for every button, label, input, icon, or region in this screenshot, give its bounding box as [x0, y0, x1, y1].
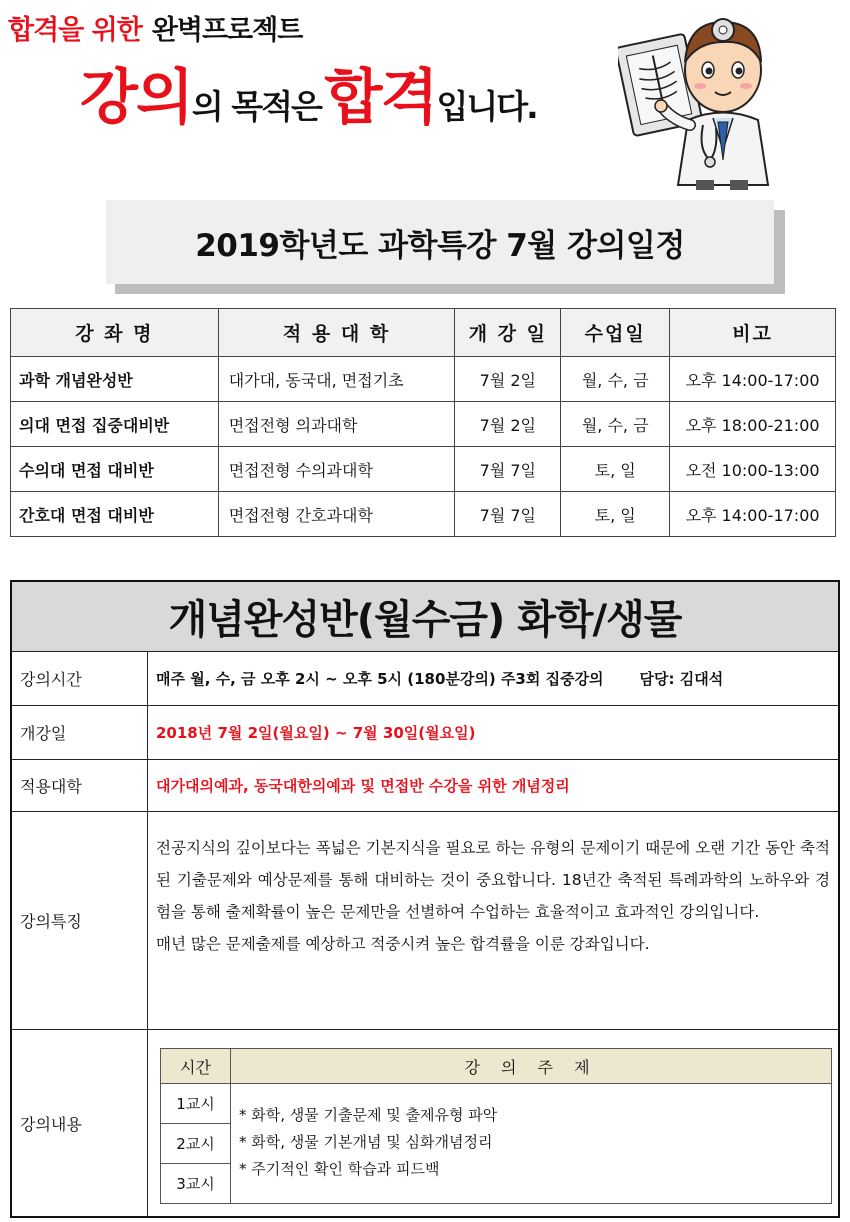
schedule-table	[10, 308, 836, 537]
topic-item: * 화학, 생물 기출문제 및 출제유형 파악	[239, 1106, 498, 1124]
header-course: 강 좌 명	[11, 309, 219, 357]
lecture-time-value-wrap	[156, 652, 832, 705]
course-note: 오후 18:00-21:00	[670, 402, 836, 447]
slogan-word-pass: 합격	[324, 63, 437, 133]
target-university-value: 대가대의예과, 동국대한의예과 및 면접반 수강을 위한 개념정리	[156, 777, 570, 795]
schedule-title-box	[106, 200, 774, 284]
period-cell: 2교시	[161, 1124, 231, 1164]
lecture-content-table	[160, 1048, 832, 1204]
tagline-red-text: 합격을 위한	[8, 15, 142, 46]
course-university: 면접전형 수의과대학	[218, 447, 455, 492]
lecture-content-row	[12, 1030, 838, 1216]
period-cell: 1교시	[161, 1084, 231, 1124]
detail-heading-bar	[12, 582, 838, 652]
schedule-header-row	[11, 309, 836, 357]
slogan-word-lecture: 강의	[80, 63, 192, 133]
topic-item: * 화학, 생물 기본개념 및 심화개념정리	[239, 1133, 493, 1151]
course-university: 면접전형 간호과대학	[218, 492, 455, 537]
topic-item: * 주기적인 확인 학습과 피드백	[239, 1160, 440, 1178]
course-name: 과학 개념완성반	[11, 357, 219, 402]
table-row	[11, 402, 836, 447]
tagline-black-text: 완벽프로젝트	[151, 15, 303, 46]
doctor-illustration	[618, 0, 778, 190]
course-start: 7월 7일	[455, 492, 561, 537]
feature-paragraph-2: 매년 많은 문제출제를 예상하고 적중시켜 높은 합격률을 이룬 강좌입니다.	[156, 935, 650, 953]
course-note: 오후 14:00-17:00	[670, 492, 836, 537]
course-start: 7월 2일	[455, 402, 561, 447]
slogan-word-end: 입니다.	[436, 87, 537, 126]
course-university: 면접전형 의과대학	[218, 402, 455, 447]
topics-cell	[231, 1084, 832, 1204]
header-note: 비고	[670, 309, 836, 357]
slogan-word-purpose: 의 목적은	[191, 87, 321, 126]
detail-heading: 개념완성반(월수금) 화학/생물	[168, 597, 682, 643]
course-university: 대가대, 동국대, 면접기초	[218, 357, 455, 402]
start-date-value: 2018년 7월 2일(월요일) ~ 7월 30일(월요일)	[156, 724, 476, 742]
content-row	[161, 1084, 832, 1124]
lecture-content-label: 강의내용	[12, 1030, 148, 1216]
content-header-topic: 강 의 주 제	[231, 1049, 832, 1084]
course-start: 7월 7일	[455, 447, 561, 492]
lecture-time-label: 강의시간	[12, 652, 148, 705]
promo-tagline	[8, 8, 302, 47]
course-days: 월, 수, 금	[561, 402, 670, 447]
target-university-label: 적용대학	[12, 760, 148, 811]
start-date-label: 개강일	[12, 706, 148, 759]
header-university: 적 용 대 학	[218, 309, 455, 357]
table-row	[11, 492, 836, 537]
course-name: 의대 면접 집중대비반	[11, 402, 219, 447]
course-name: 수의대 면접 대비반	[11, 447, 219, 492]
header-start-date: 개 강 일	[455, 309, 561, 357]
course-days: 월, 수, 금	[561, 357, 670, 402]
table-row	[11, 447, 836, 492]
start-date-row	[12, 706, 838, 760]
lecture-feature-row	[12, 812, 838, 1030]
lecture-manager: 담당: 김대석	[639, 670, 724, 688]
table-row	[11, 357, 836, 402]
course-note: 오후 14:00-17:00	[670, 357, 836, 402]
content-header-time: 시간	[161, 1049, 231, 1084]
schedule-title: 2019학년도 과학특강 7월 강의일정	[195, 227, 685, 264]
lecture-feature-text	[156, 832, 830, 960]
course-days: 토, 일	[561, 447, 670, 492]
feature-paragraph-1: 전공지식의 깊이보다는 폭넓은 기본지식을 필요로 하는 유형의 문제이기 때문에 오랜 기간 동안 축적된 기출문제와 예상문제를 통해 대비하는 것이 중요합니다. 18년간 축적된 특례과학의 노하우와 경험을 통해 출제확률이 높은 문제만을 선별하여 수업하는 효율적이고 효과적인 강의입니다.	[156, 839, 830, 921]
course-start: 7월 2일	[455, 357, 561, 402]
course-days: 토, 일	[561, 492, 670, 537]
course-note: 오전 10:00-13:00	[670, 447, 836, 492]
course-detail-section	[10, 580, 840, 1218]
lecture-feature-label: 강의특징	[12, 812, 148, 1029]
lecture-time-row	[12, 652, 838, 706]
target-university-row	[12, 760, 838, 812]
content-header-row	[161, 1049, 832, 1084]
lecture-time-value: 매주 월, 수, 금 오후 2시 ~ 오후 5시 (180분강의) 주3회 집중강의	[156, 670, 604, 688]
slogan	[80, 50, 537, 136]
header-class-days: 수업일	[561, 309, 670, 357]
course-name: 간호대 면접 대비반	[11, 492, 219, 537]
period-cell: 3교시	[161, 1164, 231, 1204]
